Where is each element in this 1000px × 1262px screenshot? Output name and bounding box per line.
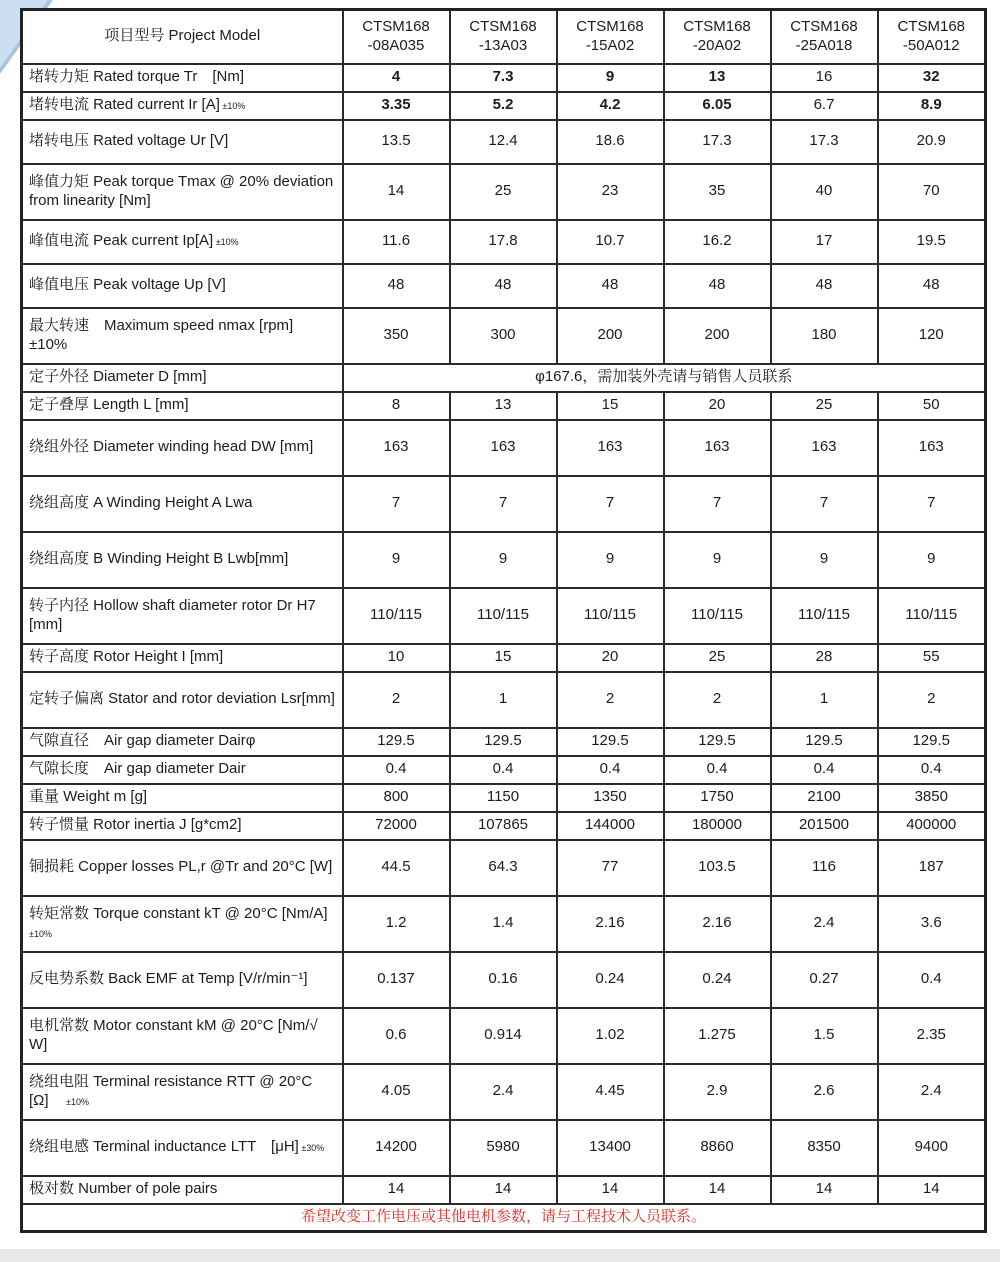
table-row — [22, 476, 986, 532]
value-cell: 300 — [450, 308, 557, 364]
value-cell: 13400 — [557, 1120, 664, 1176]
value-cell: 3.6 — [878, 896, 986, 952]
table-row — [22, 728, 986, 756]
value-cell: 116 — [771, 840, 878, 896]
value-cell: 8.9 — [878, 92, 986, 120]
row-label: 定子叠厚 Length L [mm] — [22, 392, 343, 420]
value-cell: 400000 — [878, 812, 986, 840]
value-cell: 1.02 — [557, 1008, 664, 1064]
value-cell: 0.4 — [878, 756, 986, 784]
value-cell: 14200 — [343, 1120, 450, 1176]
value-cell: 129.5 — [557, 728, 664, 756]
value-cell: 13 — [450, 392, 557, 420]
value-cell: 40 — [771, 164, 878, 220]
value-cell: 1.4 — [450, 896, 557, 952]
value-cell: 129.5 — [343, 728, 450, 756]
value-cell: 7.3 — [450, 64, 557, 92]
value-cell: 20 — [557, 644, 664, 672]
value-cell: 16.2 — [664, 220, 771, 264]
value-cell: 9400 — [878, 1120, 986, 1176]
table-row — [22, 784, 986, 812]
value-cell: 9 — [664, 532, 771, 588]
value-cell: 110/115 — [664, 588, 771, 644]
row-label: 峰值电压 Peak voltage Up [V] — [22, 264, 343, 308]
row-label: 堵转力矩 Rated torque Tr [Nm] — [22, 64, 343, 92]
page-bottom-strip — [0, 1249, 1000, 1262]
value-cell: 7 — [664, 476, 771, 532]
row-label: 转子惯量 Rotor inertia J [g*cm2] — [22, 812, 343, 840]
value-cell: 1.2 — [343, 896, 450, 952]
value-cell: 120 — [878, 308, 986, 364]
value-cell: 4.2 — [557, 92, 664, 120]
value-cell: 200 — [557, 308, 664, 364]
value-cell: 800 — [343, 784, 450, 812]
column-header-ctsm168-08a035: CTSM168 -08A035 — [343, 10, 450, 64]
spec-table-body — [22, 64, 986, 1204]
table-row — [22, 308, 986, 364]
value-cell: 163 — [557, 420, 664, 476]
value-cell: 0.6 — [343, 1008, 450, 1064]
table-row — [22, 92, 986, 120]
table-row — [22, 756, 986, 784]
table-row — [22, 1120, 986, 1176]
column-header-ctsm168-15a02: CTSM168 -15A02 — [557, 10, 664, 64]
value-cell: 1150 — [450, 784, 557, 812]
value-cell: 1.275 — [664, 1008, 771, 1064]
value-cell: 2.6 — [771, 1064, 878, 1120]
value-cell: 201500 — [771, 812, 878, 840]
table-row — [22, 264, 986, 308]
table-row — [22, 220, 986, 264]
value-cell: 9 — [557, 64, 664, 92]
table-row — [22, 952, 986, 1008]
value-cell: 0.24 — [664, 952, 771, 1008]
row-label: 峰值力矩 Peak torque Tmax @ 20% deviation from linearity [Nm] — [22, 164, 343, 220]
motor-spec-table — [20, 8, 987, 1233]
value-cell: 8 — [343, 392, 450, 420]
value-cell: 2 — [557, 672, 664, 728]
row-label: 重量 Weight m [g] — [22, 784, 343, 812]
row-label: 反电势系数 Back EMF at Temp [V/r/min⁻¹] — [22, 952, 343, 1008]
value-cell: 14 — [343, 164, 450, 220]
value-cell: 129.5 — [450, 728, 557, 756]
row-label: 定子外径 Diameter D [mm] — [22, 364, 343, 392]
value-cell: 2.16 — [557, 896, 664, 952]
value-cell: 7 — [343, 476, 450, 532]
value-cell: 9 — [557, 532, 664, 588]
value-cell: 5.2 — [450, 92, 557, 120]
table-row — [22, 1064, 986, 1120]
value-cell: 110/115 — [878, 588, 986, 644]
value-cell: 7 — [557, 476, 664, 532]
value-cell: 0.914 — [450, 1008, 557, 1064]
value-cell: 110/115 — [450, 588, 557, 644]
value-cell: 77 — [557, 840, 664, 896]
value-cell: 55 — [878, 644, 986, 672]
table-row — [22, 164, 986, 220]
row-label: 峰值电流 Peak current Ip[A] ±10% — [22, 220, 343, 264]
value-cell: 0.137 — [343, 952, 450, 1008]
table-row — [22, 64, 986, 92]
value-cell: 14 — [343, 1176, 450, 1204]
value-cell: 50 — [878, 392, 986, 420]
table-row — [22, 532, 986, 588]
value-cell: 110/115 — [343, 588, 450, 644]
value-cell: 2100 — [771, 784, 878, 812]
table-row — [22, 812, 986, 840]
value-cell: 48 — [878, 264, 986, 308]
row-label: 最大转速 Maximum speed nmax [rpm] ±10% — [22, 308, 343, 364]
value-cell: 2.9 — [664, 1064, 771, 1120]
table-row — [22, 392, 986, 420]
footer-note: 希望改变工作电压或其他电机参数，请与工程技术人员联系。 — [22, 1204, 986, 1232]
value-cell: 7 — [450, 476, 557, 532]
value-cell: 103.5 — [664, 840, 771, 896]
column-header-ctsm168-50a012: CTSM168 -50A012 — [878, 10, 986, 64]
value-cell: 17.3 — [664, 120, 771, 164]
value-cell: 25 — [771, 392, 878, 420]
value-cell: 9 — [878, 532, 986, 588]
value-cell: 10.7 — [557, 220, 664, 264]
value-cell: 163 — [450, 420, 557, 476]
row-label: 转子内径 Hollow shaft diameter rotor Dr H7 [mm] — [22, 588, 343, 644]
value-cell: 20.9 — [878, 120, 986, 164]
value-cell: 4 — [343, 64, 450, 92]
table-row — [22, 644, 986, 672]
row-label: 堵转电流 Rated current Ir [A] ±10% — [22, 92, 343, 120]
value-cell: 9 — [450, 532, 557, 588]
value-cell: 9 — [771, 532, 878, 588]
value-cell: 350 — [343, 308, 450, 364]
value-cell: 5980 — [450, 1120, 557, 1176]
value-cell: 107865 — [450, 812, 557, 840]
value-cell: 48 — [771, 264, 878, 308]
project-model-header: 项目型号 Project Model — [22, 10, 343, 64]
value-cell: 1.5 — [771, 1008, 878, 1064]
row-label: 绕组外径 Diameter winding head DW [mm] — [22, 420, 343, 476]
value-cell: 0.16 — [450, 952, 557, 1008]
value-cell: 18.6 — [557, 120, 664, 164]
column-header-ctsm168-13a03: CTSM168 -13A03 — [450, 10, 557, 64]
value-cell: 163 — [343, 420, 450, 476]
value-cell: 17.8 — [450, 220, 557, 264]
value-cell: 15 — [450, 644, 557, 672]
row-label: 铜损耗 Copper losses PL,r @Tr and 20°C [W] — [22, 840, 343, 896]
value-cell: 2 — [343, 672, 450, 728]
value-cell: 129.5 — [878, 728, 986, 756]
value-cell: 13 — [664, 64, 771, 92]
merged-value-cell: φ167.6，需加装外壳请与销售人员联系 — [343, 364, 986, 392]
value-cell: 2.4 — [771, 896, 878, 952]
row-label: 气隙直径 Air gap diameter Dairφ — [22, 728, 343, 756]
value-cell: 35 — [664, 164, 771, 220]
value-cell: 44.5 — [343, 840, 450, 896]
footer-row — [22, 1204, 986, 1232]
value-cell: 6.7 — [771, 92, 878, 120]
row-label: 绕组高度 A Winding Height A Lwa — [22, 476, 343, 532]
value-cell: 0.4 — [557, 756, 664, 784]
value-cell: 72000 — [343, 812, 450, 840]
value-cell: 20 — [664, 392, 771, 420]
row-label: 气隙长度 Air gap diameter Dair — [22, 756, 343, 784]
value-cell: 25 — [450, 164, 557, 220]
value-cell: 187 — [878, 840, 986, 896]
value-cell: 200 — [664, 308, 771, 364]
value-cell: 7 — [771, 476, 878, 532]
header-row — [22, 10, 986, 64]
value-cell: 28 — [771, 644, 878, 672]
value-cell: 48 — [664, 264, 771, 308]
value-cell: 2.35 — [878, 1008, 986, 1064]
value-cell: 129.5 — [771, 728, 878, 756]
value-cell: 23 — [557, 164, 664, 220]
value-cell: 13.5 — [343, 120, 450, 164]
value-cell: 8860 — [664, 1120, 771, 1176]
value-cell: 110/115 — [557, 588, 664, 644]
row-label: 绕组电阻 Terminal resistance RTT @ 20°C [Ω] ±10% — [22, 1064, 343, 1120]
value-cell: 12.4 — [450, 120, 557, 164]
value-cell: 4.45 — [557, 1064, 664, 1120]
value-cell: 2.16 — [664, 896, 771, 952]
value-cell: 0.4 — [343, 756, 450, 784]
value-cell: 2 — [664, 672, 771, 728]
value-cell: 14 — [771, 1176, 878, 1204]
table-row — [22, 588, 986, 644]
value-cell: 16 — [771, 64, 878, 92]
value-cell: 14 — [450, 1176, 557, 1204]
value-cell: 1 — [771, 672, 878, 728]
value-cell: 14 — [878, 1176, 986, 1204]
value-cell: 10 — [343, 644, 450, 672]
value-cell: 144000 — [557, 812, 664, 840]
value-cell: 14 — [557, 1176, 664, 1204]
value-cell: 0.4 — [450, 756, 557, 784]
row-label: 转子高度 Rotor Height I [mm] — [22, 644, 343, 672]
value-cell: 6.05 — [664, 92, 771, 120]
value-cell: 32 — [878, 64, 986, 92]
value-cell: 11.6 — [343, 220, 450, 264]
value-cell: 163 — [664, 420, 771, 476]
value-cell: 0.4 — [878, 952, 986, 1008]
value-cell: 2.4 — [878, 1064, 986, 1120]
row-label: 绕组电感 Terminal inductance LTT [μH] ±30% — [22, 1120, 343, 1176]
table-row — [22, 672, 986, 728]
value-cell: 48 — [557, 264, 664, 308]
value-cell: 0.4 — [771, 756, 878, 784]
value-cell: 25 — [664, 644, 771, 672]
value-cell: 64.3 — [450, 840, 557, 896]
value-cell: 70 — [878, 164, 986, 220]
value-cell: 1750 — [664, 784, 771, 812]
row-label: 转矩常数 Torque constant kT @ 20°C [Nm/A] ±10% — [22, 896, 343, 952]
value-cell: 180 — [771, 308, 878, 364]
row-label: 绕组高度 B Winding Height B Lwb[mm] — [22, 532, 343, 588]
row-label: 电机常数 Motor constant kM @ 20°C [Nm/√ W] — [22, 1008, 343, 1064]
value-cell: 163 — [771, 420, 878, 476]
value-cell: 0.4 — [664, 756, 771, 784]
value-cell: 48 — [343, 264, 450, 308]
value-cell: 4.05 — [343, 1064, 450, 1120]
value-cell: 1 — [450, 672, 557, 728]
column-header-ctsm168-25a018: CTSM168 -25A018 — [771, 10, 878, 64]
value-cell: 2.4 — [450, 1064, 557, 1120]
table-row — [22, 840, 986, 896]
value-cell: 48 — [450, 264, 557, 308]
value-cell: 15 — [557, 392, 664, 420]
value-cell: 1350 — [557, 784, 664, 812]
row-label: 定转子偏离 Stator and rotor deviation Lsr[mm] — [22, 672, 343, 728]
table-row — [22, 420, 986, 476]
column-header-ctsm168-20a02: CTSM168 -20A02 — [664, 10, 771, 64]
value-cell: 19.5 — [878, 220, 986, 264]
row-label: 极对数 Number of pole pairs — [22, 1176, 343, 1204]
value-cell: 7 — [878, 476, 986, 532]
value-cell: 129.5 — [664, 728, 771, 756]
value-cell: 17 — [771, 220, 878, 264]
table-row — [22, 364, 986, 392]
table-row — [22, 896, 986, 952]
value-cell: 180000 — [664, 812, 771, 840]
table-row — [22, 1008, 986, 1064]
value-cell: 14 — [664, 1176, 771, 1204]
value-cell: 3.35 — [343, 92, 450, 120]
value-cell: 17.3 — [771, 120, 878, 164]
value-cell: 163 — [878, 420, 986, 476]
value-cell: 0.24 — [557, 952, 664, 1008]
value-cell: 9 — [343, 532, 450, 588]
row-label: 堵转电压 Rated voltage Ur [V] — [22, 120, 343, 164]
table-row — [22, 1176, 986, 1204]
value-cell: 3850 — [878, 784, 986, 812]
value-cell: 0.27 — [771, 952, 878, 1008]
value-cell: 2 — [878, 672, 986, 728]
value-cell: 8350 — [771, 1120, 878, 1176]
table-row — [22, 120, 986, 164]
value-cell: 110/115 — [771, 588, 878, 644]
